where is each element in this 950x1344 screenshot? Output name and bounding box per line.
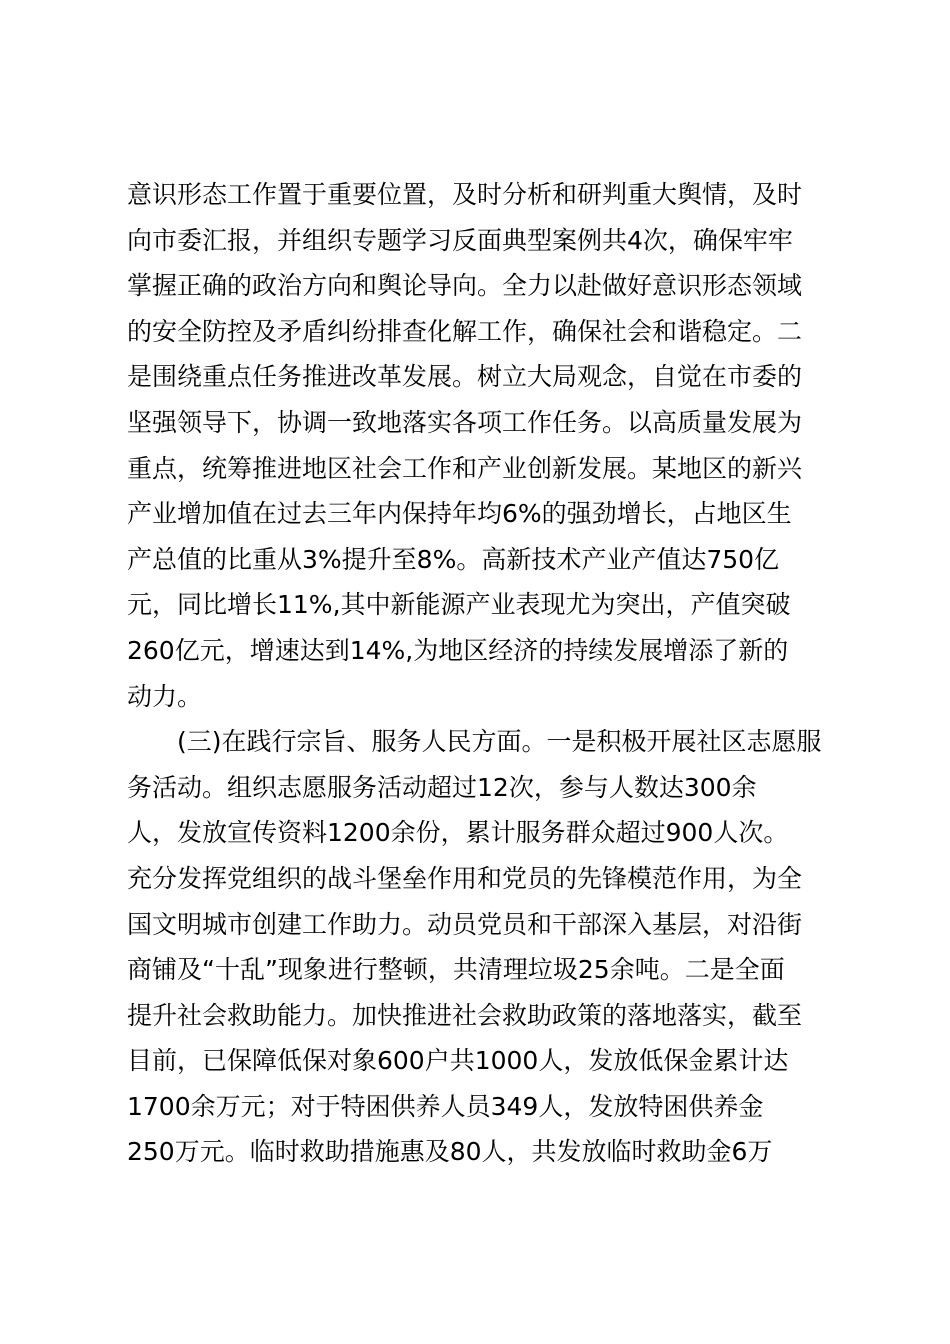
text-line: 商铺及“十乱”现象进行整顿，共清理垃圾25余吨。二是全面: [127, 955, 785, 985]
text-line: 充分发挥党组织的战斗堡垒作用和党员的先锋模范作用，为全: [127, 863, 803, 893]
text-line: 产业增加值在过去三年内保持年均6%的强劲增长，占地区生: [127, 499, 792, 529]
text-line: 元，同比增长11%,其中新能源产业表现尤为突出，产值突破: [127, 590, 791, 620]
text-line: 提升社会救助能力。加快推进社会救助政策的落地落实，截至: [127, 1000, 803, 1030]
text-line: 250万元。临时救助措施惠及80人，共发放临时救助金6万: [127, 1137, 773, 1167]
text-line: 的安全防控及矛盾纠纷排查化解工作，确保社会和谐稳定。二: [127, 316, 803, 346]
text-line: 产总值的比重从3%提升至8%。高新技术产业产值达750亿: [127, 544, 780, 574]
text-line: 动力。: [127, 681, 203, 711]
text-line: 国文明城市创建工作助力。动员党员和干部深入基层，对沿街: [127, 909, 803, 939]
text-line: 260亿元，增速达到14%,为地区经济的持续发展增添了新的: [127, 635, 789, 665]
text-line: 意识形态工作置于重要位置，及时分析和研判重大舆情，及时: [127, 180, 803, 209]
text-line: 重点，统筹推进地区社会工作和产业创新发展。某地区的新兴: [127, 453, 803, 483]
text-line: 1700余万元；对于特困供养人员349人，发放特困供养金: [127, 1091, 764, 1121]
body-text: [127, 172, 827, 1175]
section-heading-line: (三)在践行宗旨、服务人民方面。一是积极开展社区志愿服: [127, 727, 822, 757]
text-line: 人，发放宣传资料1200余份，累计服务群众超过900人次。: [127, 818, 789, 848]
text-line: 掌握正确的政治方向和舆论导向。全力以赴做好意识形态领域: [127, 271, 803, 301]
text-line: 务活动。组织志愿服务活动超过12次，参与人数达300余: [127, 772, 757, 802]
text-line: 向市委汇报，并组织专题学习反面典型案例共4次，确保牢牢: [127, 225, 793, 255]
text-line: 目前，已保障低保对象600户共1000人，发放低保金累计达: [127, 1046, 789, 1076]
text-line: 坚强领导下，协调一致地落实各项工作任务。以高质量发展为: [127, 407, 803, 437]
text-line: 是围绕重点任务推进改革发展。树立大局观念，自觉在市委的: [127, 362, 803, 392]
